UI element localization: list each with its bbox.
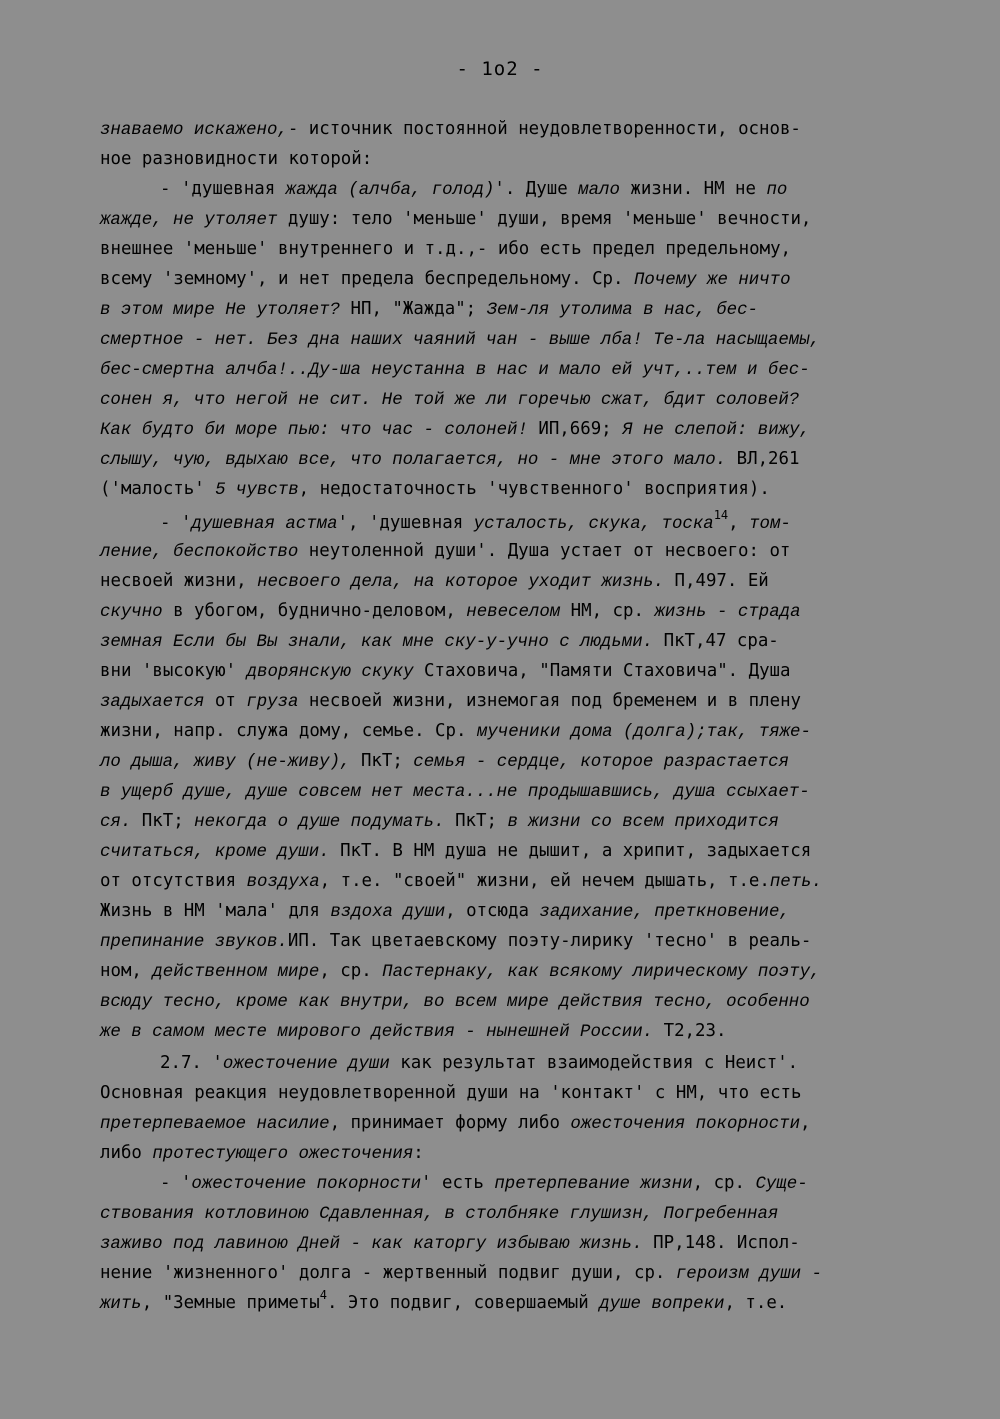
italic-text: задыхается xyxy=(100,693,205,712)
text-segment: , т.е. xyxy=(724,1293,788,1313)
text-segment: в убогом, буднично-деловом, xyxy=(162,601,467,621)
text-line xyxy=(100,720,920,744)
text-segment: Жизнь в НМ 'мала' для xyxy=(100,901,331,921)
italic-text: задихание, преткновение, xyxy=(539,903,790,922)
text-line xyxy=(100,328,920,352)
text-segment: '. Душе xyxy=(494,179,579,199)
text-segment: , недостаточность 'чувственного' восприятия). xyxy=(298,479,770,499)
italic-text: протестующего ожесточения xyxy=(152,1145,414,1164)
text-segment: , принимает форму либо xyxy=(329,1113,571,1133)
italic-text: Как будто би море пью: что час - солоней! xyxy=(100,421,528,440)
text-segment: ('малость' xyxy=(100,479,216,499)
text-line xyxy=(100,148,920,170)
text-line xyxy=(160,1052,920,1076)
text-line xyxy=(100,448,920,472)
italic-text: усталость, скука, тоска xyxy=(473,515,714,534)
text-segment: 2.7. ' xyxy=(160,1053,223,1073)
text-line xyxy=(100,388,920,412)
text-segment: жизни, напр. служа дому, семье. Ср. xyxy=(100,721,477,741)
italic-text: Я не слепой: вижу, xyxy=(622,421,810,440)
text-line xyxy=(100,570,920,594)
italic-text: бес-смертна алчба!..Ду-ша неустанна в нас и мало ей учт,..тем и бес- xyxy=(100,361,810,380)
text-segment: ИП,669; xyxy=(527,419,623,439)
italic-text: жить xyxy=(100,1295,142,1314)
text-segment: ', 'душевная xyxy=(337,513,474,533)
italic-text: вздоха души xyxy=(330,903,446,922)
text-line xyxy=(100,900,920,924)
italic-text: 5 чувств xyxy=(215,481,299,500)
text-segment: ном, xyxy=(100,961,153,981)
footnote-marker: 14 xyxy=(713,508,729,522)
italic-text: знаваемо искажено, xyxy=(100,121,288,140)
text-line xyxy=(100,840,920,864)
text-segment: - источник постоянной неудовлетворенности, основ- xyxy=(287,119,801,139)
italic-text: ся. xyxy=(100,813,132,832)
italic-text: Суще- xyxy=(755,1175,808,1194)
italic-text: слышу, чую, вдыхаю все, что полагается, но - мне этого мало. xyxy=(100,451,727,470)
footnote-marker: 4 xyxy=(319,1288,327,1302)
text-segment: - ' xyxy=(160,513,192,533)
text-segment: ПкТ. В НМ душа не дышит, а хрипит, задыхается xyxy=(329,841,812,861)
text-segment: ПкТ; xyxy=(131,811,195,831)
page-number: - 1о2 - xyxy=(456,58,544,80)
text-segment: - ' xyxy=(160,1173,192,1193)
text-line xyxy=(100,870,920,894)
text-segment: нение 'жизненного' долга - жертвенный подвиг души, ср. xyxy=(100,1263,676,1283)
italic-text: груза xyxy=(246,693,299,712)
text-line xyxy=(100,1112,920,1136)
text-segment: , xyxy=(728,513,750,533)
text-segment: Стаховича, "Памяти Стаховича". Душа xyxy=(413,661,791,681)
text-segment: Основная реакция неудовлетворенной души на 'контакт' с НМ, что есть xyxy=(100,1083,802,1103)
text-line xyxy=(100,238,920,260)
text-segment: несвоей жизни, изнемогая под бременем и в плену xyxy=(298,691,802,711)
text-segment: от отсутствия xyxy=(100,871,247,891)
italic-text: ожесточение покорности xyxy=(191,1175,422,1194)
italic-text: всюду тесно, кроме как внутри, во всем мире действия тесно, особенно xyxy=(100,993,810,1012)
text-line xyxy=(100,660,920,684)
italic-text: воздуха xyxy=(246,873,320,892)
text-line xyxy=(100,1202,920,1226)
italic-text: скучно xyxy=(100,603,163,622)
italic-text: том- xyxy=(749,515,791,534)
text-line xyxy=(100,780,920,804)
italic-text: претерпеваемое насилие xyxy=(100,1115,330,1134)
italic-text: петь. xyxy=(769,873,823,892)
text-line xyxy=(160,1172,920,1196)
text-segment: жизни. НМ не xyxy=(619,179,767,199)
text-line xyxy=(100,630,920,654)
text-line xyxy=(100,298,920,322)
italic-text: дворянскую скуку xyxy=(246,663,414,682)
text-line xyxy=(100,540,920,564)
text-line xyxy=(100,478,920,502)
italic-text: Пастернаку, как всякому лирическому поэту, xyxy=(382,963,821,982)
italic-text: смертное - нет. Без дна наших чаяний чан - выше лба! Те-ла насыщаемы, xyxy=(100,331,821,350)
italic-text: ление, беспокойство xyxy=(100,543,299,562)
text-segment: ПкТ; xyxy=(350,751,414,771)
italic-text: некогда о душе подумать. xyxy=(194,813,445,832)
text-line xyxy=(100,1288,920,1316)
text-line xyxy=(100,358,920,382)
text-line xyxy=(100,1232,920,1256)
text-line xyxy=(100,208,920,232)
italic-text: ожесточение души xyxy=(222,1055,390,1074)
italic-text: несвоего дела, на которое уходит жизнь. xyxy=(257,573,665,592)
italic-text: невеселом xyxy=(466,603,561,622)
text-line xyxy=(100,930,920,954)
italic-text: Зем-ля утолима в нас, бес- xyxy=(486,301,758,320)
text-segment: П,497. Ей xyxy=(664,571,769,591)
text-segment: ' есть xyxy=(421,1173,495,1193)
text-segment: НП, "Жажда"; xyxy=(340,299,487,319)
text-segment: ПР,148. Испол- xyxy=(642,1233,800,1253)
italic-text: жажда (алчба, голод) xyxy=(285,181,495,200)
text-line xyxy=(100,118,920,142)
text-segment: ИП. Так цветаевскому поэту-лирику 'тесно' в реаль- xyxy=(287,931,812,951)
italic-text: мало xyxy=(578,181,620,200)
text-segment: внешнее 'меньше' внутреннего и т.д.,- ибо есть предел предельному, xyxy=(100,239,792,259)
italic-text: жизнь - страда xyxy=(654,603,801,622)
italic-text: действенном мире xyxy=(152,963,320,982)
text-segment: как результат взаимодействия с Неист'. xyxy=(389,1053,799,1073)
text-segment: ПкТ; xyxy=(444,811,508,831)
italic-text: ствования котловиною Сдавленная, в столбняке глушизн, Погребенная xyxy=(100,1205,779,1224)
text-segment: либо xyxy=(100,1143,153,1163)
text-segment: , т.е. "своей" жизни, ей нечем дышать, т.е. xyxy=(319,871,770,891)
text-segment: . Это подвиг, совершаемый xyxy=(326,1293,600,1313)
text-line xyxy=(100,1142,920,1166)
italic-text: считаться, кроме души. xyxy=(100,843,330,862)
italic-text: земная Если бы Вы знали, как мне ску-у-учно с людьми. xyxy=(100,633,654,652)
text-segment: неутоленной души'. Душа устает от несвоего: от xyxy=(298,541,791,561)
text-segment: от xyxy=(204,691,247,711)
text-segment: душу: тело 'меньше' души, время 'меньше' вечности, xyxy=(277,209,812,229)
text-segment: НМ, ср. xyxy=(560,601,655,621)
text-segment: ПкТ,47 сра- xyxy=(653,631,779,651)
text-segment: , ср. xyxy=(319,961,383,981)
text-line xyxy=(160,178,920,202)
italic-text: героизм души - xyxy=(675,1265,822,1284)
text-segment: всему 'земному', и нет предела беспредельному. Ср. xyxy=(100,269,634,289)
text-line xyxy=(100,268,920,292)
italic-text: мученики дома (долга);так, тяже- xyxy=(476,723,811,742)
italic-text: в жизни со всем приходится xyxy=(507,813,779,832)
text-line xyxy=(100,690,920,714)
italic-text: жажде, не утоляет xyxy=(100,211,278,230)
italic-text: в ущерб душе, душе совсем нет места...не продышавшись, душа ссыхает- xyxy=(100,783,810,802)
text-line xyxy=(100,1020,920,1044)
italic-text: по xyxy=(766,181,788,200)
italic-text: Почему же ничто xyxy=(633,271,791,290)
text-line xyxy=(100,600,920,624)
text-line xyxy=(100,960,920,984)
text-line xyxy=(100,1082,920,1104)
italic-text: претерпевание жизни xyxy=(494,1175,693,1194)
italic-text: ожесточения покорности xyxy=(570,1115,801,1134)
text-segment: ВЛ,261 xyxy=(726,449,800,469)
italic-text: в этом мире Не утоляет? xyxy=(100,301,341,320)
text-segment: несвоей жизни, xyxy=(100,571,258,591)
text-line xyxy=(100,750,920,774)
text-segment: вни 'высокую' xyxy=(100,661,247,681)
italic-text: сонен я, что негой не сит. Не той же ли горечью сжат, бдит соловей? xyxy=(100,391,800,410)
text-line xyxy=(160,508,920,536)
italic-text: душевная астма xyxy=(191,515,338,534)
text-line xyxy=(100,418,920,442)
text-segment: , ср. xyxy=(692,1173,756,1193)
text-segment: , xyxy=(800,1113,811,1133)
italic-text: препинание звуков. xyxy=(100,933,288,952)
italic-text: ло дыша, живу (не-живу), xyxy=(100,753,351,772)
text-segment: , "Земные приметы xyxy=(141,1293,320,1313)
italic-text: душе вопреки xyxy=(599,1295,725,1314)
text-line xyxy=(100,810,920,834)
italic-text: же в самом месте мирового действия - нынешней России. xyxy=(100,1023,654,1042)
text-segment: , отсюда xyxy=(445,901,540,921)
text-line xyxy=(100,990,920,1014)
text-line xyxy=(100,1262,920,1286)
text-segment: - 'душевная xyxy=(160,179,286,199)
italic-text: заживо под лавиною Дней - как каторгу избываю жизнь. xyxy=(100,1235,643,1254)
text-segment: : xyxy=(413,1143,424,1163)
text-segment: ное разновидности которой: xyxy=(100,149,373,169)
text-segment: Т2,23. xyxy=(653,1021,727,1041)
italic-text: семья - сердце, которое разрастается xyxy=(413,753,789,772)
